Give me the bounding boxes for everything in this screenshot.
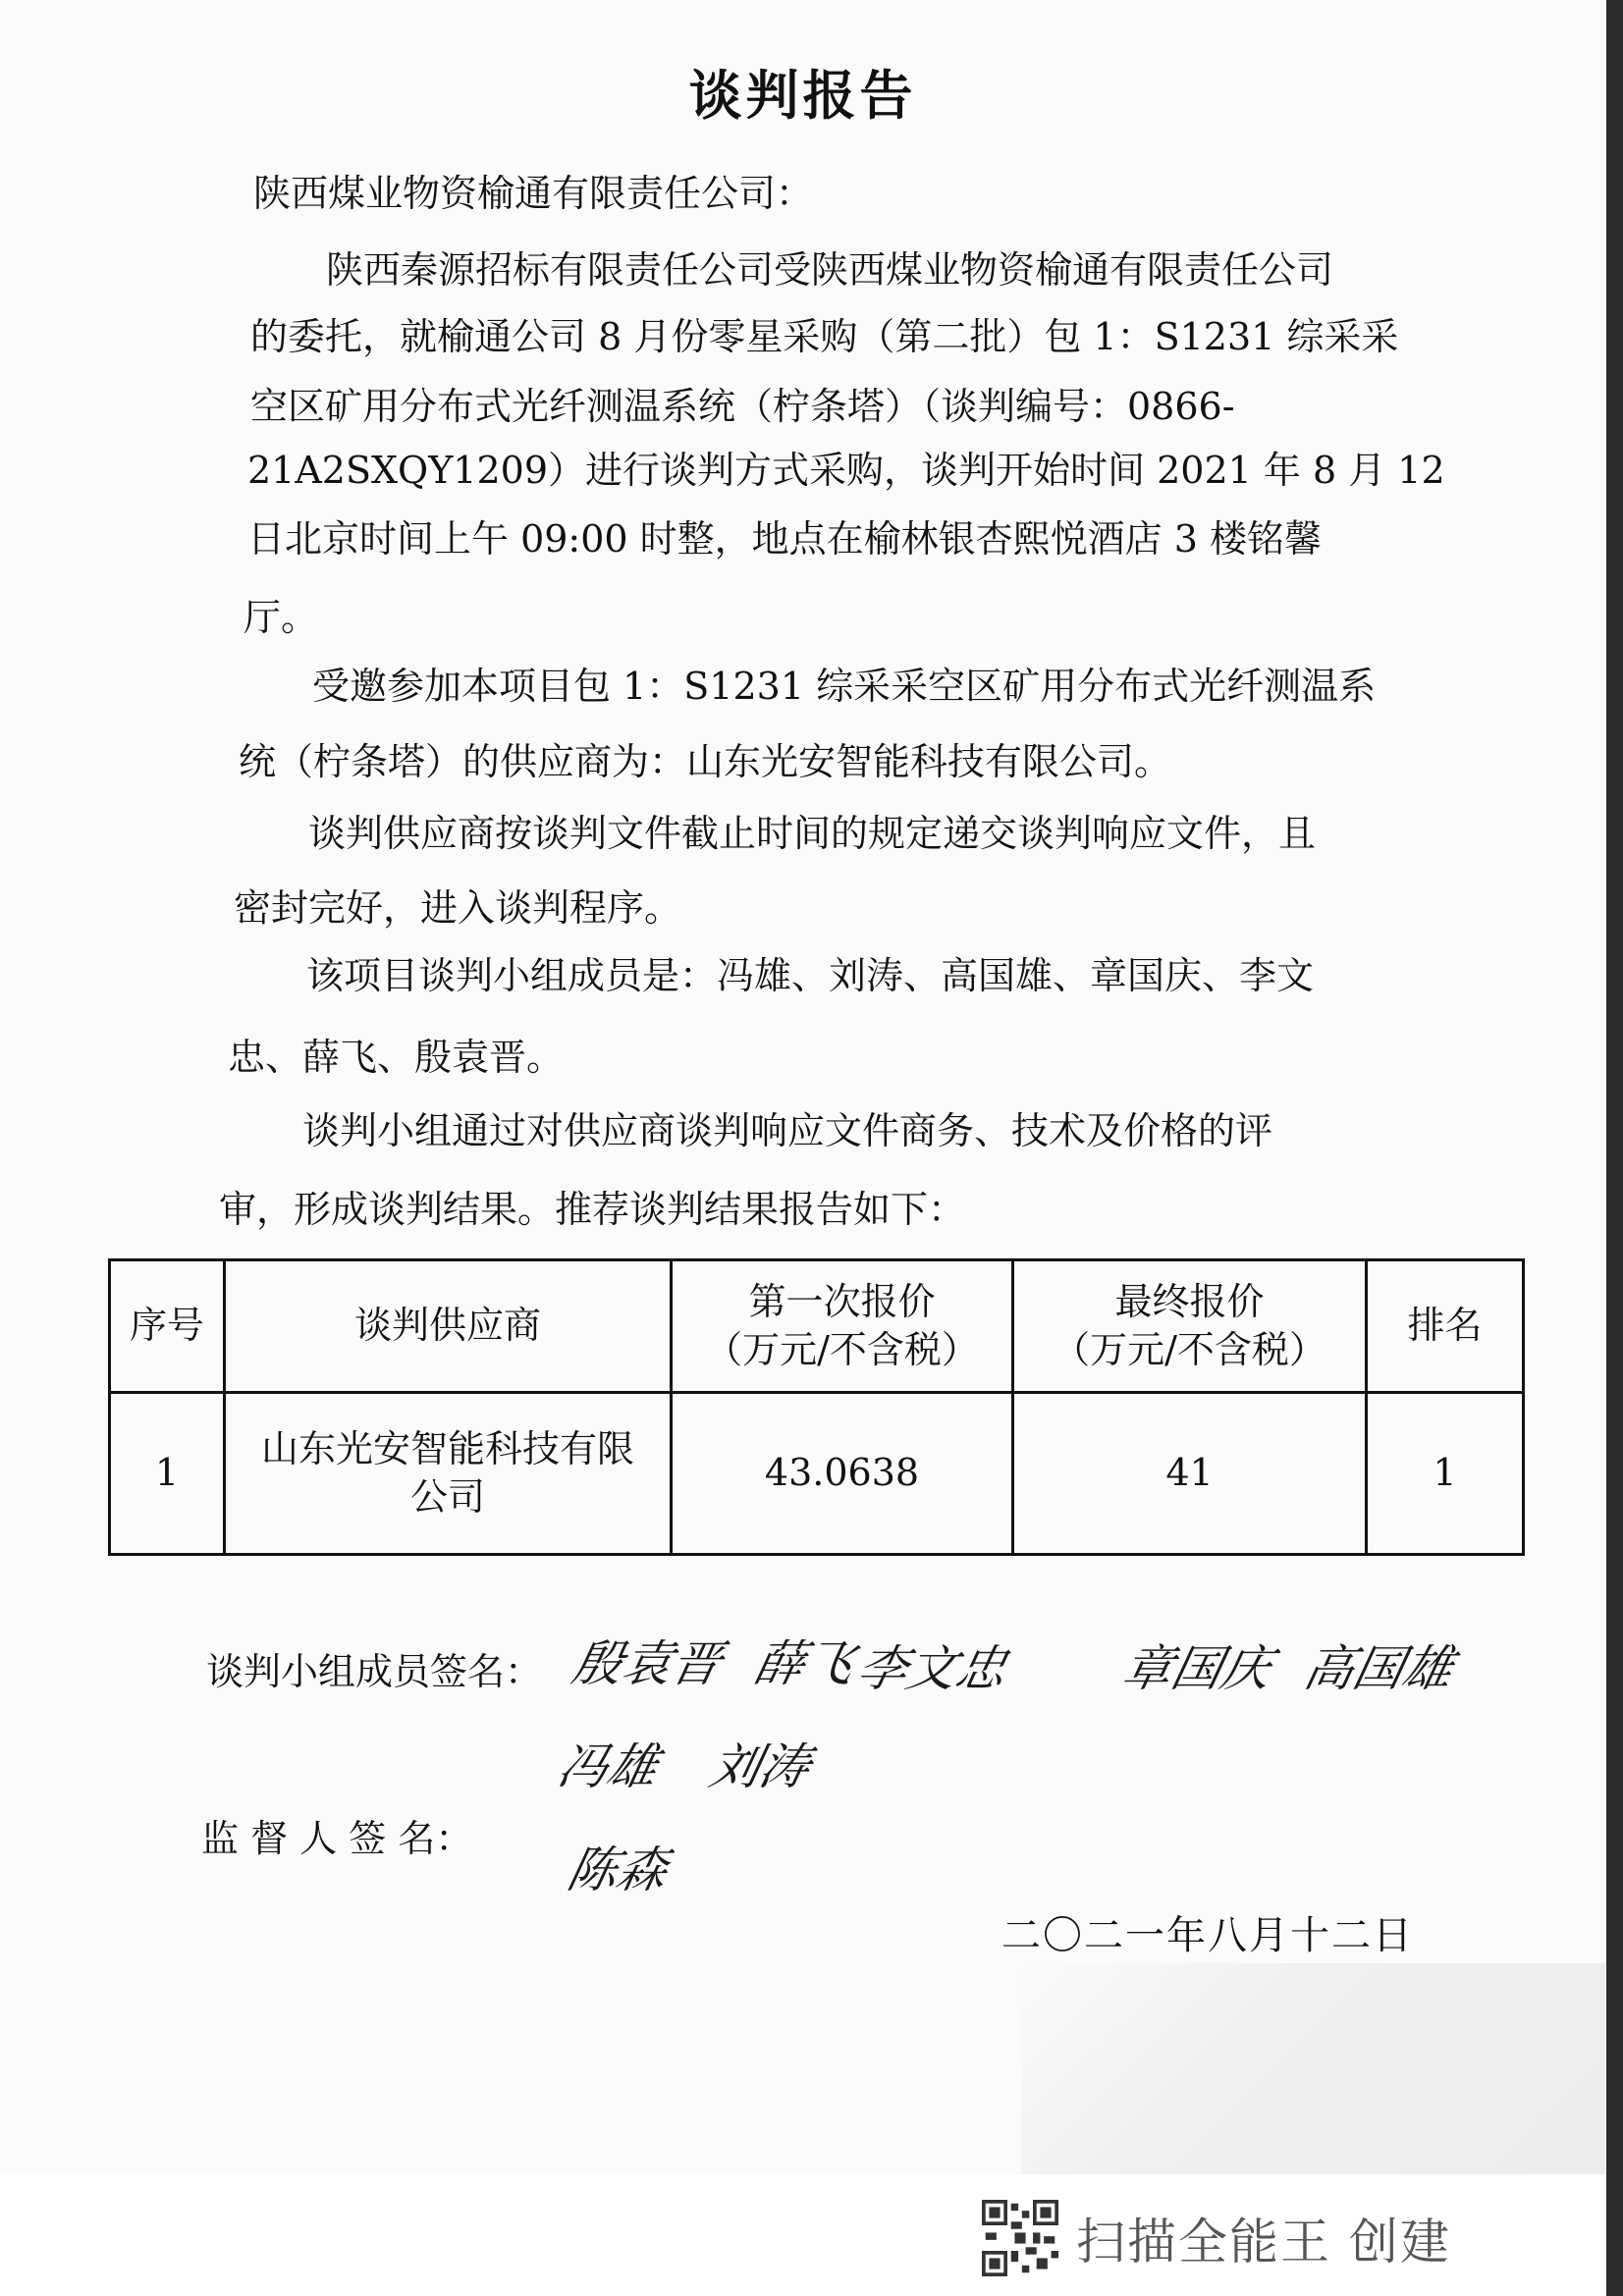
header-rank: 排名	[1367, 1260, 1524, 1393]
paragraph-5-line-2: 审，形成谈判结果。推荐谈判结果报告如下：	[219, 1188, 966, 1231]
paragraph-1-line-2: 的委托，就榆通公司 8 月份零星采购（第二批）包 1：S1231 综采采	[250, 315, 1399, 358]
row-rank: 1	[1367, 1393, 1524, 1555]
signature-liu-tao: 刘涛	[704, 1738, 816, 1795]
signature-xue-fei: 薛飞	[748, 1635, 860, 1692]
paragraph-1-line-4: 21A2SXQY1209）进行谈判方式采购，谈判开始时间 2021 年 8 月 12	[247, 449, 1445, 492]
document-date: 二〇二一年八月十二日	[1001, 1913, 1414, 1958]
paragraph-5-line-1: 谈判小组通过对供应商谈判响应文件商务、技术及价格的评	[302, 1109, 1273, 1152]
paragraph-1-line-5: 日北京时间上午 09:00 时整，地点在榆林银杏熙悦酒店 3 楼铭馨	[247, 517, 1323, 561]
paragraph-1-line-3: 空区矿用分布式光纤测温系统（柠条塔）（谈判编号：0866-	[250, 385, 1235, 428]
qr-code-icon	[982, 2200, 1058, 2276]
paragraph-4-line-2: 忠、薛飞、殷袁晋。	[228, 1036, 565, 1079]
signature-feng-xiong: 冯雄	[552, 1738, 664, 1795]
document-title: 谈判报告	[688, 65, 917, 127]
row-first-price: 43.0638	[672, 1393, 1013, 1555]
table-header-row	[110, 1260, 1524, 1393]
header-index: 序号	[110, 1260, 225, 1393]
result-table	[108, 1258, 1525, 1556]
paragraph-3-line-2: 密封完好，进入谈判程序。	[234, 886, 682, 930]
addressee: 陕西煤业物资榆通有限责任公司：	[253, 172, 814, 215]
row-supplier-line-2: 公司	[409, 1475, 485, 1519]
signature-supervisor: 陈森	[562, 1842, 674, 1898]
paragraph-4-line-1: 该项目谈判小组成员是：冯雄、刘涛、高国雄、章国庆、李文	[306, 954, 1315, 997]
signature-yin-yuanjin: 殷袁晋	[567, 1635, 728, 1692]
scanner-watermark	[982, 2199, 1451, 2277]
signature-zhang-guoqing: 章国庆	[1116, 1640, 1277, 1697]
table-row	[110, 1393, 1524, 1555]
row-supplier-line-1: 山东光安智能科技有限	[260, 1426, 634, 1470]
header-final-price	[1013, 1260, 1367, 1393]
paragraph-3-line-1: 谈判供应商按谈判文件截止时间的规定递交谈判响应文件，且	[308, 812, 1317, 855]
row-index: 1	[110, 1393, 225, 1555]
row-supplier	[225, 1393, 672, 1555]
header-final-price-unit: （万元/不含税）	[1053, 1328, 1326, 1371]
header-first-price-unit: （万元/不含税）	[705, 1328, 979, 1371]
panel-signature-label: 谈判小组成员签名：	[206, 1650, 543, 1693]
scan-shadow	[1021, 1963, 1605, 2174]
header-supplier: 谈判供应商	[225, 1260, 672, 1393]
paragraph-1-line-6: 厅。	[243, 596, 319, 639]
header-final-price-title: 最终报价	[1114, 1279, 1265, 1323]
signature-gao-guoxiong: 高国雄	[1298, 1640, 1459, 1697]
row-final-price: 41	[1013, 1393, 1367, 1555]
paragraph-2-line-2: 统（柠条塔）的供应商为：山东光安智能科技有限公司。	[239, 740, 1172, 783]
header-first-price-title: 第一次报价	[748, 1279, 936, 1323]
watermark-text: 扫描全能王 创建	[1076, 2214, 1451, 2270]
paragraph-1-line-1: 陕西秦源招标有限责任公司受陕西煤业物资榆通有限责任公司	[326, 248, 1334, 292]
signature-li-wenzhong: 李文忠	[851, 1640, 1012, 1697]
paragraph-2-line-1: 受邀参加本项目包 1：S1231 综采采空区矿用分布式光纤测温系	[312, 665, 1377, 708]
scan-edge	[1606, 0, 1623, 2296]
header-first-price	[672, 1260, 1013, 1393]
supervisor-signature-label: 监 督 人 签 名：	[201, 1817, 473, 1860]
